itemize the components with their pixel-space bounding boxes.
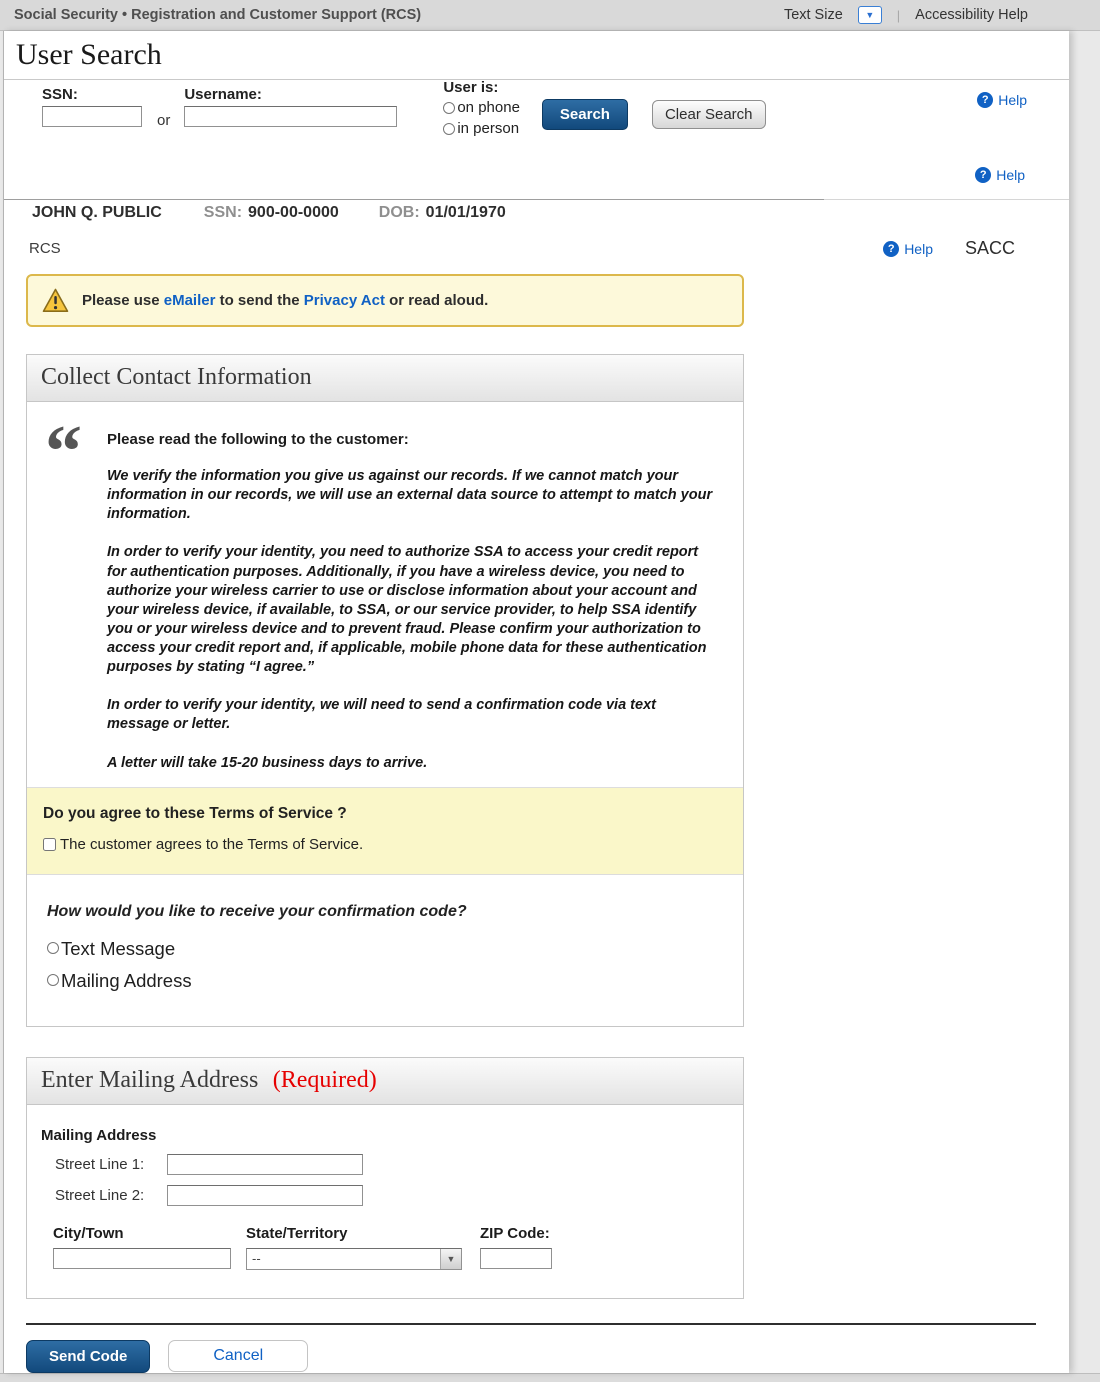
state-territory-label: State/Territory xyxy=(246,1224,348,1242)
street-line-1-label: Street Line 1: xyxy=(55,1155,145,1173)
mailing-address-label: Mailing Address xyxy=(61,969,192,991)
mailing-address-panel xyxy=(26,1057,744,1299)
city-state-zip-row xyxy=(53,1225,729,1270)
help-link-label: Help xyxy=(998,92,1027,108)
privacy-act-link[interactable]: Privacy Act xyxy=(303,292,385,309)
warning-text-post: or read aloud. xyxy=(389,292,489,309)
street-line-2-row xyxy=(55,1185,729,1206)
street-line-2-label: Street Line 2: xyxy=(55,1186,145,1204)
tos-question: Do you agree to these Terms of Service ? xyxy=(43,804,347,822)
tos-agree-label: The customer agrees to the Terms of Service. xyxy=(60,835,364,853)
on-phone-option xyxy=(443,97,520,118)
script-paragraph: A letter will take 15-20 business days to arrive. xyxy=(107,754,428,771)
top-bar xyxy=(0,0,1100,31)
code-question: How would you like to receive your confirmation code? xyxy=(47,902,467,920)
person-dob-value: 01/01/1970 xyxy=(425,204,506,221)
cancel-button[interactable]: Cancel xyxy=(168,1340,308,1372)
user-search-form xyxy=(4,79,1069,139)
mailing-address-group-label: Mailing Address xyxy=(41,1126,157,1144)
collect-panel-title: Collect Contact Information xyxy=(41,364,312,390)
required-label: (Required) xyxy=(272,1066,377,1093)
ssn-field-group xyxy=(42,86,142,127)
warning-text-pre: Please use xyxy=(82,292,160,309)
page xyxy=(3,31,1069,1373)
footer-bar xyxy=(0,1373,1100,1382)
script-paragraph: We verify the information you give us against our records. If we cannot match your information in our records, we will use an external data source to attempt to match your information. xyxy=(107,468,713,523)
person-name: JOHN Q. PUBLIC xyxy=(32,204,162,221)
mailing-address-radio[interactable] xyxy=(47,974,59,986)
mailing-address-option xyxy=(47,970,727,992)
username-input[interactable] xyxy=(184,106,397,127)
select-chevron-down-icon: ▼ xyxy=(440,1249,461,1269)
script-paragraph: In order to verify your identity, we will need to send a confirmation code via text message or letter. xyxy=(107,697,656,733)
city-column xyxy=(53,1225,231,1270)
person-ssn-label: SSN: xyxy=(203,204,243,221)
help-link-label: Help xyxy=(904,240,933,257)
zip-column xyxy=(480,1225,552,1270)
mailing-panel-title: Enter Mailing Address xyxy=(41,1066,259,1093)
app-title: Social Security • Registration and Customer Support (RCS) xyxy=(14,7,422,23)
warning-text xyxy=(82,292,488,309)
street-line-2-input[interactable] xyxy=(167,1185,363,1206)
in-person-option xyxy=(443,118,520,139)
clear-search-button[interactable]: Clear Search xyxy=(652,100,766,129)
ssn-input[interactable] xyxy=(42,106,142,127)
search-button[interactable]: Search xyxy=(542,99,628,130)
script-paragraph: In order to verify your identity, you need to authorize SSA to access your credit report for authentication purposes. Additionally, if you have a wireless device, you need to authorize your wireless carrier to use or disclose information about your account and your wireless device, if available, to SSA, or our service provider, to help SSA identify you or your wireless device and to prevent fraud. Please confirm your authorization to access your credit report and, if applicable, mobile phone data for these authentication purposes by stating “I agree.” xyxy=(107,544,707,676)
mailing-form xyxy=(27,1105,743,1298)
quote-icon: “ xyxy=(45,422,77,466)
form-actions xyxy=(26,1323,1036,1373)
rcs-help-link[interactable] xyxy=(883,241,933,257)
accessibility-help-link[interactable]: Accessibility Help xyxy=(915,7,1028,23)
text-message-radio[interactable] xyxy=(47,942,59,954)
city-town-label: City/Town xyxy=(53,1224,124,1242)
on-phone-label: on phone xyxy=(457,99,520,116)
secondary-help-row xyxy=(4,165,1069,183)
ssn-label: SSN: xyxy=(42,86,78,103)
help-icon: ? xyxy=(977,92,993,108)
read-to-customer-section xyxy=(27,402,743,787)
rcs-label: RCS xyxy=(29,240,61,257)
search-help-link[interactable] xyxy=(977,92,1027,108)
warning-icon xyxy=(42,288,69,313)
help-icon: ? xyxy=(883,241,899,257)
top-bar-divider: | xyxy=(896,7,901,23)
person-ssn-value: 900-00-0000 xyxy=(248,204,339,221)
or-label: or xyxy=(157,112,171,129)
person-divider xyxy=(4,199,1069,200)
rcs-right-group xyxy=(883,238,1015,259)
section-help-link[interactable] xyxy=(975,167,1025,183)
collect-panel-header xyxy=(27,355,743,402)
send-code-button[interactable]: Send Code xyxy=(26,1340,150,1373)
username-label: Username: xyxy=(184,86,262,103)
state-territory-select[interactable] xyxy=(246,1248,462,1270)
mailing-panel-header xyxy=(27,1058,743,1105)
text-size-dropdown[interactable] xyxy=(858,6,882,24)
state-selected-value: -- xyxy=(252,1251,261,1267)
warning-text-mid: to send the xyxy=(219,292,300,309)
text-message-label: Text Message xyxy=(61,937,176,959)
tos-agree-checkbox[interactable] xyxy=(43,838,56,851)
read-intro: Please read the following to the customer: xyxy=(107,431,409,448)
terms-of-service-section xyxy=(27,787,743,874)
tos-agree-row xyxy=(43,836,727,853)
user-is-label: User is: xyxy=(443,79,499,96)
emailer-link[interactable]: eMailer xyxy=(163,292,216,309)
text-message-option xyxy=(47,938,727,960)
actions-buttons xyxy=(26,1340,1036,1373)
state-column xyxy=(246,1225,462,1270)
sacc-label: SACC xyxy=(964,238,1015,258)
zip-code-input[interactable] xyxy=(480,1248,552,1269)
in-person-radio[interactable] xyxy=(443,123,455,135)
user-is-group xyxy=(443,79,520,139)
zip-code-label: ZIP Code: xyxy=(480,1224,550,1242)
street-line-1-input[interactable] xyxy=(167,1154,363,1175)
quote-content xyxy=(107,422,715,773)
confirmation-code-section xyxy=(27,874,743,1026)
page-title: User Search xyxy=(16,38,162,71)
top-bar-right xyxy=(784,6,1086,24)
street-line-1-row xyxy=(55,1154,729,1175)
help-link-label: Help xyxy=(996,167,1025,183)
city-town-input[interactable] xyxy=(53,1248,231,1269)
chevron-down-icon: ▼ xyxy=(865,10,875,20)
actions-divider xyxy=(26,1323,1036,1325)
on-phone-radio[interactable] xyxy=(443,102,455,114)
rcs-row xyxy=(4,222,1069,259)
help-icon: ? xyxy=(975,167,991,183)
collect-contact-panel xyxy=(26,354,744,1027)
text-size-label: Text Size xyxy=(783,7,843,23)
in-person-label: in person xyxy=(457,120,520,137)
username-field-group xyxy=(184,86,397,127)
person-info-row xyxy=(4,200,1069,222)
person-dob-label: DOB: xyxy=(378,204,420,221)
warning-banner xyxy=(26,274,744,327)
